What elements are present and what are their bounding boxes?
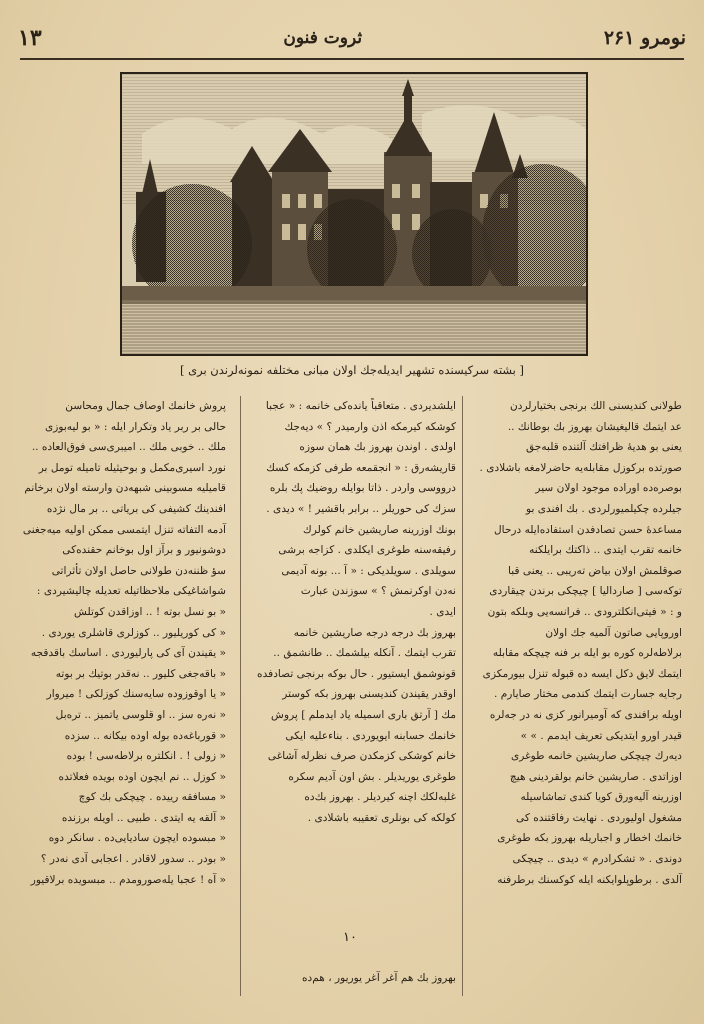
section-number: ۱۰ [343, 930, 357, 945]
page-header [18, 20, 686, 56]
text-line: اوقدر یقیندن کندیسنی بهروز بکه کوستر [282, 688, 456, 701]
text-line: کوشکه کیرمکه اذن وارمیدر ؟ » دیه‌جك [284, 420, 456, 433]
column-divider [240, 396, 241, 996]
text-line: ایلشدیردی . متعاقباً یانده‌کی خانمه : « عجبا [265, 400, 456, 412]
issue-number: نومرو ۲۶۱ [603, 27, 686, 49]
text-line: « آلقه یه ایتدی . طبیی .. اویله برزنده [61, 811, 226, 824]
text-column-middle [250, 396, 456, 956]
text-line: آلدی . برطوپلوایکنه ایله کوکسنك برطرفنه [497, 873, 682, 886]
text-line: کولکه کی بونلری تعقیبه باشلادی . [307, 811, 456, 824]
text-line: « کوزل .. نم ایچون اوده بویده فعلاتده [58, 770, 226, 783]
text-line: درووسی واردر . ذاتا بوایله روضیك پك بلره [269, 482, 456, 495]
text-line: غلبه‌لکك اچنه کیردیلر . بهروز بك‌ده [304, 791, 456, 804]
text-line: قیدر اورو ایتدیکی تعریف ایدمم . » » [520, 729, 682, 742]
journal-title: ثروت فنون [283, 28, 363, 48]
text-line: دوندی . « تشکرادرم » دیدی .. چیچکی [512, 853, 682, 866]
text-line: یعنی بو هدیه‌ٔ ظرافتك آلتنده قلبه‌جق [525, 441, 682, 454]
text-line: اویله برافندی که آومیرانور کزی نه در جه‌لره [489, 708, 682, 721]
text-line: اوزرینه آلیه‌ورق کویا کندی تماشاسیله [520, 791, 682, 804]
text-line: بوصره‌ده اوراده موجود اولان سیر [535, 482, 682, 495]
text-line: عد ایتمك قالیغیشان بهروز بك بوطانك .. [507, 420, 682, 433]
text-line: « زولی ! . انکلتره برلاطه‌سی ! بوده [66, 750, 226, 763]
text-line: مشغول اولیوردی . نهایت رفاقتنده کی [516, 811, 682, 824]
image-caption: [ بشته سرکیسنده تشهیر ایدیله‌جك اولان مبانی مختلفه نمونه‌لرندن بری ] [179, 363, 525, 377]
text-line: و : « فیتی‌انکلترودی .. فرانسه‌یی وبلکه بتون [487, 605, 682, 618]
text-line: طوغری یوریدیلر . بش اون آدیم سکره [288, 770, 456, 783]
text-line: ایتمك لایق دکل ایسه ده قبوله تنزل بیورمکزی [482, 667, 682, 680]
text-line: خانمك اخطار و اجباریله بهروز بکه طوغری [497, 832, 682, 845]
text-line: « یقیندن آی کی پارلیوردی . اساسك باقدقجه [30, 647, 226, 660]
text-column-left [20, 396, 226, 996]
text-line: سویلدی . سویلدیکی : « آ ... بونه آدیمی [281, 564, 456, 577]
text-column-right [476, 396, 682, 996]
text-line: توکه‌سی [ صارداليا ] چیچکی برندن چیقاردی [489, 585, 682, 598]
text-line: مك [ آرتق باری اسمیله یاد ایدملم ] پروش [271, 708, 456, 721]
text-line: قامیلیه مسوبینی شبهه‌دن وارسته اولان برخانم [24, 482, 226, 495]
text-line: « بودر .. سدور لاقادر . اعجابی آدی نه‌در ؟ [40, 853, 226, 866]
text-line: خانمه تقرب ایتدی .. ذاکتك برایلکنه [529, 544, 682, 557]
text-line: خانمك حسابنه ایویوردی . بناءعلیه ایکی [285, 729, 456, 742]
text-line: دیه‌رك چیچکی صاریشین خانمه طوغری [510, 750, 682, 763]
text-line: « کی کوریلیور .. کوزلری قاشلری یوردی . [41, 626, 226, 639]
text-line: « آه ! عجبا یله‌صورومدم .. مبسویده برلاقیور [30, 873, 226, 886]
text-line: مساعدهٔ حسن تصادفدن استفاده‌ایله درحال [493, 523, 682, 536]
column-divider [462, 396, 463, 996]
text-line: « قورباغه‌ده بوله اوده بیکانه .. سزده [64, 729, 226, 742]
text-line: صوقلمش اولان بیاض ته‌ریبی .. یعنی قبا [508, 564, 682, 577]
text-line: بهروز بك درجه درجه صاریشین خانمه [293, 626, 456, 639]
building-engraving [120, 72, 588, 356]
text-line: صورتده برکوزل مقابله‌یه حاضرلامغه باشلادی . [479, 461, 682, 474]
text-line: سؤ ظننه‌دن طولانی حاصل اولان تأثراتی [51, 564, 226, 577]
text-line: بونك اوزرینه صاریشین خانم کولرك [303, 523, 456, 536]
text-line: برلاطه‌لره کوره بو ایله بر فنه چیچکه مقابله [492, 647, 682, 660]
text-line: « بو نسل بوته ! .. اوزاقدن کوتلش [74, 605, 226, 618]
text-line: قونوشمق ایستیور . حال بوکه برنجی تصادفده [257, 667, 456, 680]
text-line: رفیقه‌سنه طوغری ایکلدی . کزاجه برشی [278, 544, 456, 557]
text-line: خانم کوشکی کزمکدن صرف نظرله آشاغی [267, 750, 456, 763]
text-line: ملك .. خوبی ملك .. امیبری‌سی فوق‌العاده .. [31, 441, 226, 454]
text-line: بهروز بك هم آغر آغر یوریور ، هم‌ده [301, 972, 456, 984]
page-number: ۱۳ [18, 25, 42, 51]
text-line: حالی بر ربر یاد وتکرار ایله : « بو لیه‌بوزی [44, 420, 226, 433]
text-line: سزك كی حوریلر .. برابر باقشیر ! » دیدی . [266, 502, 456, 515]
text-line: « مسافقه رییده . چیچکی بك کوچ [78, 791, 226, 804]
text-line: دوشونیور و برآز اول بوخانم حقنده‌کی [62, 544, 226, 557]
text-line: اولدی . اوندن بهروز بك همان سوزه [299, 441, 456, 454]
text-line: قاریشه‌رق : « انجقمعه طرفی کزمکه کسك [266, 461, 456, 474]
text-line: اوروپایی صاتون آلمیه جك اولان [545, 626, 682, 639]
text-line: ایدی . [429, 605, 456, 618]
text-line: « یا اوقوزوده سایه‌سنك کوزلکی ! میروار [46, 688, 226, 701]
text-line: افندینك کشیفی کی بریاتی .. بر مال نژده [46, 502, 226, 515]
text-line: رجایه جسارت ایتمك کندمی مختار صایارم . [494, 688, 682, 701]
text-line: جیلرده چکیلمیورلردی . بك افندی بو [525, 502, 682, 515]
text-line: « باقه‌جغی کلیور .. نه‌قدر بوتیك بر بوته [55, 667, 226, 680]
text-line: تقرب ایتمك . آنکله بیلشمك .. طانشمق .. [273, 647, 456, 660]
text-line: آدمه التفاته تنزل ایتمسی ممکن اولیه میه‌جغنی [22, 523, 226, 536]
text-line: طولانی کندیسنی الك برنجی بختیارلردن [509, 400, 682, 412]
text-line: « مبسوده ایچون سادیایی‌ده . سانکر دوه [48, 832, 226, 845]
text-line: نورد اسیری‌مکمل و بوحیثیله تامیله تومل بر [38, 461, 226, 474]
engraving-illustration [122, 74, 586, 354]
text-line: شواشاغیکی ملاحظاتیله تعدیله چالیشیردی : [36, 585, 226, 598]
text-line: پروش خانمك اوصاف جمال ومحاسن [65, 400, 226, 412]
text-line: « نه‌ره سز .. او قلوسی یاتمیز .. تره‌بل [55, 708, 226, 721]
text-line: نه‌دن اوکرنمش ؟ » سوزندن عبارت [300, 585, 456, 598]
text-line: اوزاتدی . صاریشین خانم بولقردینی هیچ [509, 770, 682, 783]
header-rule [20, 58, 684, 60]
